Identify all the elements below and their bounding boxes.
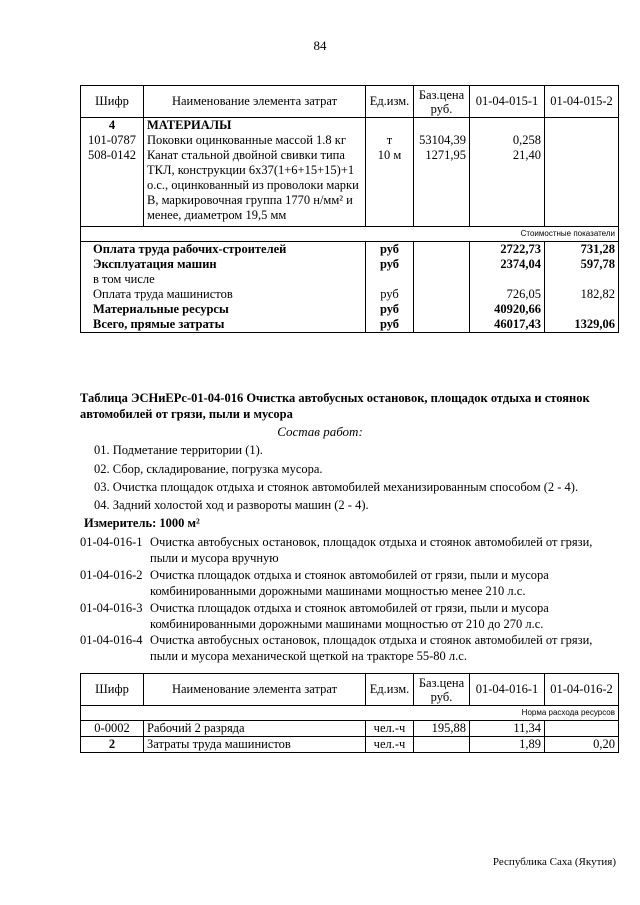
- row-unit: чел.-ч: [366, 721, 414, 737]
- cost-unit: руб: [366, 242, 414, 258]
- row-value-1: 0,258: [470, 133, 545, 148]
- row-value-1: 11,34: [470, 721, 545, 737]
- cost-name: Всего, прямые затраты: [81, 317, 366, 333]
- measure-line: пыли и мусора механической щеткой на тракторе 55-80 л.с.: [150, 649, 467, 663]
- cost-row: [81, 242, 619, 258]
- header-col2: 01-04-016-2: [545, 674, 619, 706]
- cost-row: [81, 302, 619, 317]
- cost-name: Оплата труда машинистов: [81, 287, 366, 302]
- cost-row: [81, 272, 619, 287]
- cost-value-2: 731,28: [545, 242, 619, 258]
- row-name-line: ТКЛ, конструкции 6х37(1+6+15+15)+1: [147, 163, 355, 177]
- cost-unit: руб: [366, 302, 414, 317]
- table-header-row: [81, 674, 619, 706]
- cost-value-1: 40920,66: [470, 302, 545, 317]
- cost-value-1: 46017,43: [470, 317, 545, 333]
- section-number: 4: [81, 118, 144, 134]
- header-name: Наименование элемента затрат: [144, 86, 366, 118]
- row-name: [144, 148, 366, 227]
- cost-unit: руб: [366, 257, 414, 272]
- measure-line: Очистка площадок отдыха и стоянок автомобилей от грязи, пыли и мусора: [150, 568, 549, 582]
- cost-unit: руб: [366, 317, 414, 333]
- row-price: 1271,95: [414, 148, 470, 227]
- measure-code: 01-04-016-2: [80, 568, 143, 582]
- row-name: Затраты труда машинистов: [144, 737, 366, 753]
- row-code: 2: [81, 737, 144, 753]
- measure-code: 01-04-016-3: [80, 601, 143, 615]
- cost-row-total: [81, 317, 619, 333]
- cost-value-2: [545, 302, 619, 317]
- row-value-2: [545, 133, 619, 148]
- header-price: Баз.цена руб.: [414, 674, 470, 706]
- cost-row: [81, 287, 619, 302]
- measure-line: Очистка автобусных остановок, площадок отдыха и стоянок автомобилей от грязи,: [150, 633, 593, 647]
- cost-header: Стоимостные показатели: [81, 227, 619, 242]
- measure-line: пыли и мусора вручную: [150, 551, 279, 565]
- cost-value-2: 182,82: [545, 287, 619, 302]
- row-value-2: [545, 148, 619, 227]
- work-item: 02. Сбор, складирование, погрузка мусора.: [94, 462, 323, 476]
- resource-table-1: [80, 85, 619, 333]
- norm-header-row: [81, 706, 619, 721]
- row-price: 53104,39: [414, 133, 470, 148]
- row-unit: чел.-ч: [366, 737, 414, 753]
- table-row: [81, 133, 619, 148]
- header-unit: Ед.изм.: [366, 86, 414, 118]
- cost-value-2: 597,78: [545, 257, 619, 272]
- table-row: [81, 148, 619, 227]
- cost-unit: руб: [366, 287, 414, 302]
- cost-value-1: 726,05: [470, 287, 545, 302]
- cost-value-1: 2722,73: [470, 242, 545, 258]
- row-code: 508-0142: [81, 148, 144, 227]
- row-name-line: о.с., оцинкованный из проволоки марки: [147, 178, 359, 192]
- header-col1: 01-04-016-1: [470, 674, 545, 706]
- cost-header-row: [81, 227, 619, 242]
- header-price: Баз.цена руб.: [414, 86, 470, 118]
- row-name-line: менее, диаметром 19,5 мм: [147, 208, 287, 222]
- table-row: [81, 737, 619, 753]
- header-col2: 01-04-015-2: [545, 86, 619, 118]
- table-heading-line-1: Таблица ЭСНиЕРс-01-04-016 Очистка автобусных остановок, площадок отдыха и стоянок: [80, 391, 590, 405]
- work-item: 04. Задний холостой ход и развороты машин (2 - 4).: [94, 498, 369, 512]
- header-unit: Ед.изм.: [366, 674, 414, 706]
- cost-name: Эксплуатация машин: [81, 257, 366, 272]
- row-value-2: [545, 721, 619, 737]
- section-title: МАТЕРИАЛЫ: [144, 118, 366, 134]
- row-unit: 10 м: [366, 148, 414, 227]
- row-value-1: 1,89: [470, 737, 545, 753]
- table-row: [81, 721, 619, 737]
- resource-table-2: [80, 673, 619, 753]
- cost-value-1: 2374,04: [470, 257, 545, 272]
- table-header-row: [81, 86, 619, 118]
- row-price: [414, 737, 470, 753]
- cost-value-2: 1329,06: [545, 317, 619, 333]
- measure-code: 01-04-016-4: [80, 633, 143, 647]
- meter-label: Измеритель: 1000 м²: [84, 516, 200, 530]
- row-code: 101-0787: [81, 133, 144, 148]
- row-name: Рабочий 2 разряда: [144, 721, 366, 737]
- page-number: 84: [313, 38, 327, 53]
- row-name-line: Канат стальной двойной свивки типа: [147, 148, 345, 162]
- page-footer: Республика Саха (Якутия): [492, 856, 616, 868]
- cost-row: [81, 257, 619, 272]
- work-item: 01. Подметание территории (1).: [94, 443, 263, 457]
- row-value-1: 21,40: [470, 148, 545, 227]
- row-name: Поковки оцинкованные массой 1.8 кг: [144, 133, 366, 148]
- cost-name: в том числе: [81, 272, 366, 287]
- header-col1: 01-04-015-1: [470, 86, 545, 118]
- header-name: Наименование элемента затрат: [144, 674, 366, 706]
- row-code: 0-0002: [81, 721, 144, 737]
- measure-line: комбинированными дорожными машинами мощностью от 210 до 270 л.с.: [150, 617, 544, 631]
- header-code: Шифр: [81, 674, 144, 706]
- measure-line: Очистка автобусных остановок, площадок отдыха и стоянок автомобилей от грязи,: [150, 535, 593, 549]
- work-item: 03. Очистка площадок отдыха и стоянок автомобилей механизированным способом (2 - 4).: [94, 480, 579, 494]
- work-title: Состав работ:: [277, 424, 363, 439]
- section-row: [81, 118, 619, 134]
- measure-code: 01-04-016-1: [80, 535, 143, 549]
- measure-line: комбинированными дорожными машинами мощностью менее 210 л.с.: [150, 584, 526, 598]
- measure-line: Очистка площадок отдыха и стоянок автомобилей от грязи, пыли и мусора: [150, 601, 549, 615]
- row-price: 195,88: [414, 721, 470, 737]
- row-name-line: В, маркировочная группа 1770 н/мм² и: [147, 193, 353, 207]
- table-heading-line-2: автомобилей от грязи, пыли и мусора: [80, 407, 293, 421]
- cost-name: Оплата труда рабочих-строителей: [81, 242, 366, 258]
- header-code: Шифр: [81, 86, 144, 118]
- norm-header: Норма расхода ресурсов: [81, 706, 619, 721]
- row-value-2: 0,20: [545, 737, 619, 753]
- row-unit: т: [366, 133, 414, 148]
- cost-name: Материальные ресурсы: [81, 302, 366, 317]
